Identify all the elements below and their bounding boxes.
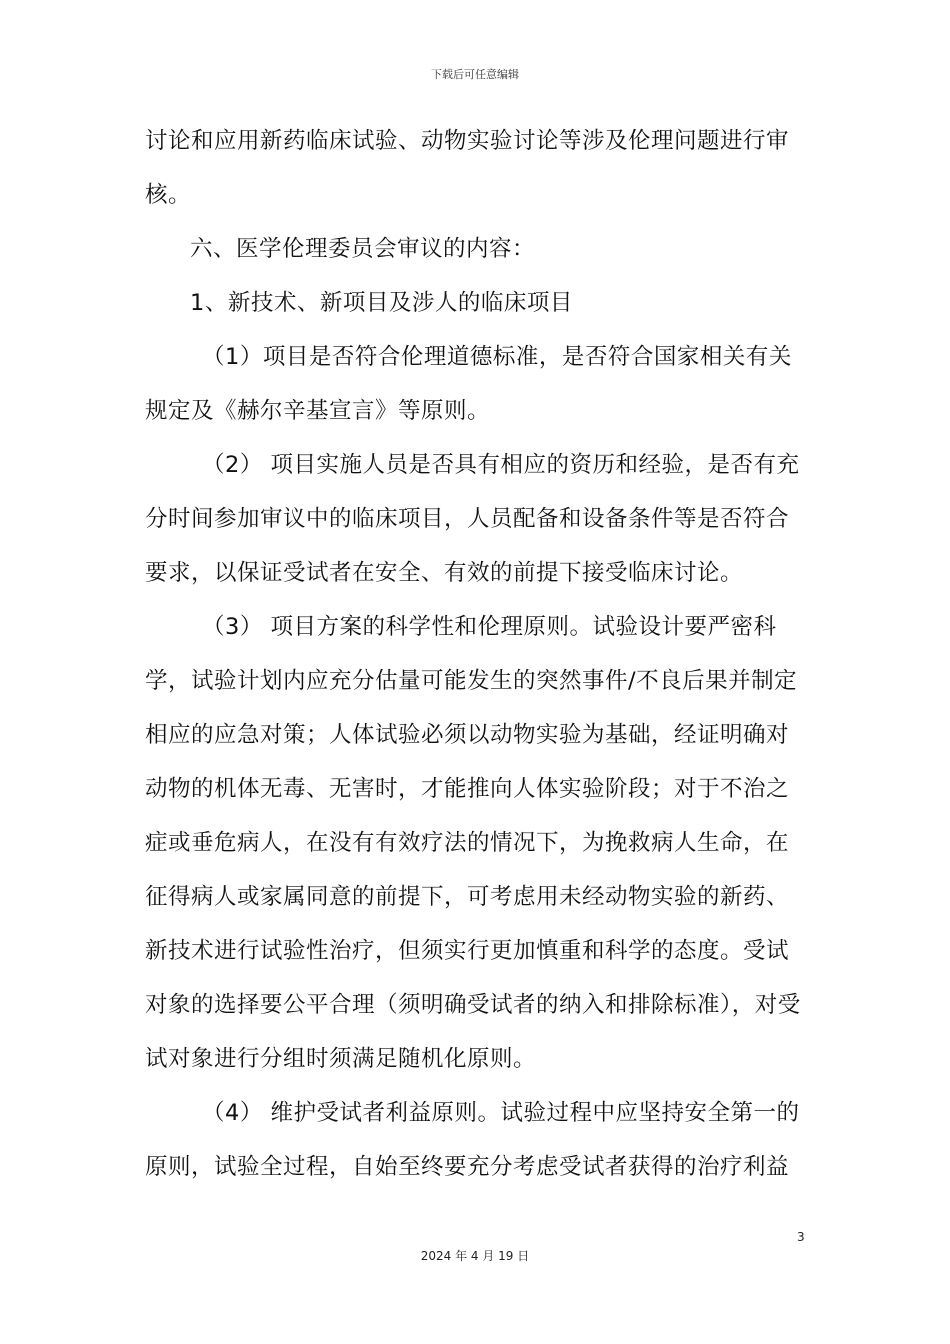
page-footer-date: 2024 年 4 月 19 日 xyxy=(420,1249,530,1263)
section-heading-6: 六、医学伦理委员会审议的内容： xyxy=(190,236,536,262)
paragraph-item-4: （4） 维护受试者利益原则。试验过程中应坚持安全第一的原则，试验全过程，自始至终要充分考虑受试者获得的治疗利益 xyxy=(145,1100,800,1180)
paragraph-item-1: （1）项目是否符合伦理道德标准，是否符合国家相关有关规定及《赫尔辛基宣言》等原则。 xyxy=(145,344,792,424)
paragraph-item-3: （3） 项目方案的科学性和伦理原则。试验设计要严密科学，试验计划内应充分估量可能发生的突然事件/不良后果并制定相应的应急对策；人体试验必须以动物实验为基础，经证明确对动物的机体无毒、无害时，才能推向人体实验阶段；对于不治之症或垂危病人，在没有有效疗法的情况下，为挽救病人生命，在征得病人或家属同意的前提下，可考虑用未经动物实验的新药、新技术进行试验性治疗，但须实行更加慎重和科学的态度。受试对象的选择要公平合理（须明确受试者的纳入和排除标准），对受试对象进行分组时须满足随机化原则。 xyxy=(145,614,801,1072)
subsection-heading-1: 1、新技术、新项目及涉人的临床项目 xyxy=(190,290,573,316)
paragraph-item-2: （2） 项目实施人员是否具有相应的资历和经验，是否有充分时间参加审议中的临床项目，人员配备和设备条件等是否符合要求，以保证受试者在安全、有效的前提下接受临床讨论。 xyxy=(145,452,800,586)
page-header: 下载后可任意编辑 xyxy=(431,68,519,81)
page-number: 3 xyxy=(797,1230,805,1244)
document-body xyxy=(145,114,805,1194)
paragraph-1: 讨论和应用新药临床试验、动物实验讨论等涉及伦理问题进行审核。 xyxy=(145,128,790,208)
